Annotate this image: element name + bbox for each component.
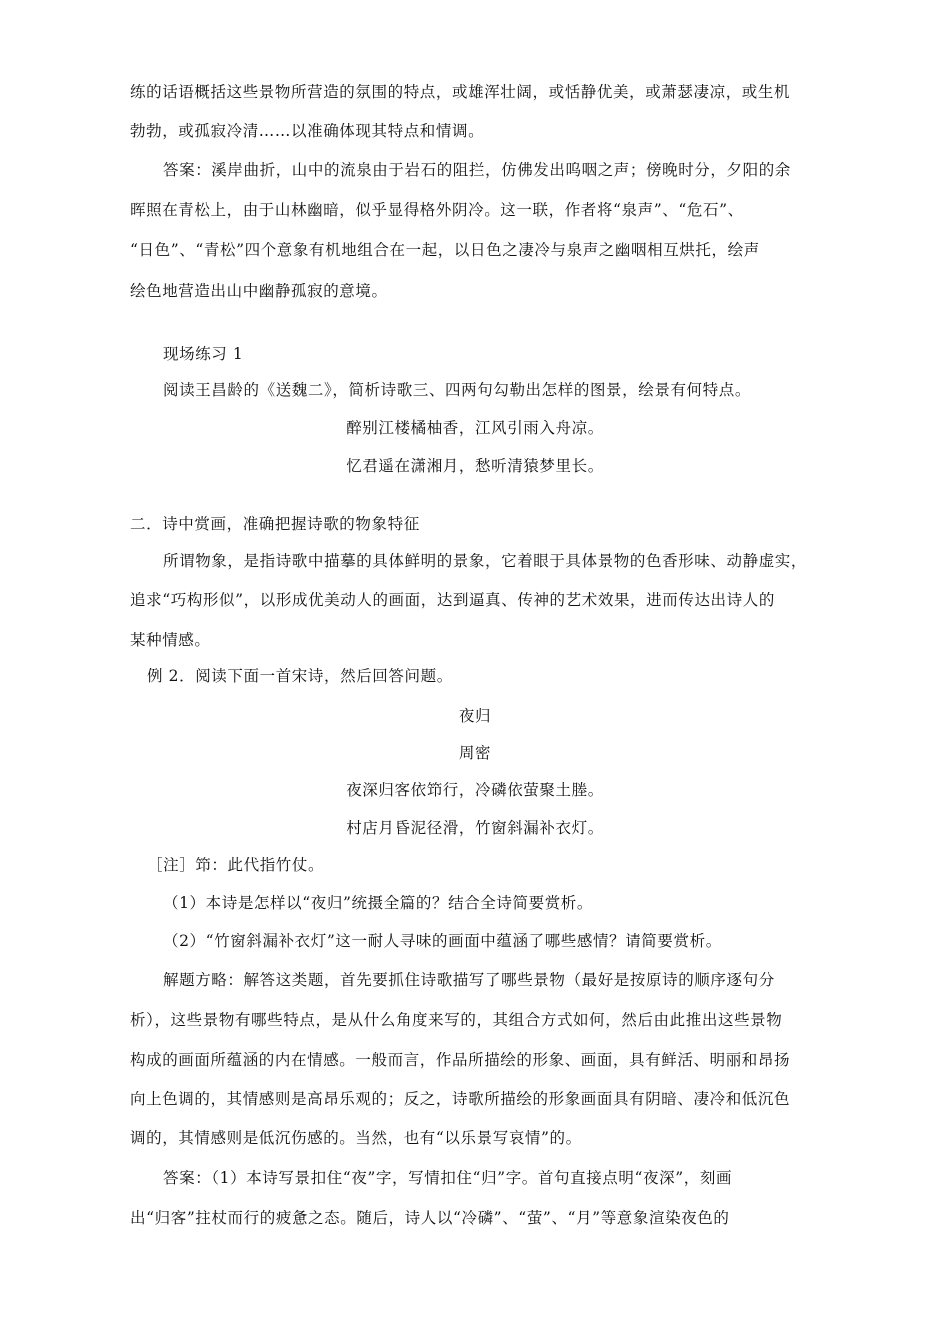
text-line: 晖照在青松上，由于山林幽暗，似乎显得格外阴冷。这一联，作者将“泉声”、“危石”、 [130,201,744,219]
poem-line: 醉别江楼橘柚香，江风引雨入舟凉。 [346,419,604,437]
text-line: “日色”、“青松”四个意象有机地组合在一起，以日色之凄冷与泉声之幽咽相互烘托，绘声 [130,241,760,259]
text-line: 调的，其情感则是低沉伤感的。当然，也有“以乐景写哀情”的。 [130,1129,582,1147]
answer-line: 答案：（1）本诗写景扣住“夜”字，写情扣住“归”字。首句直接点明“夜深”，刻画 [163,1169,733,1187]
strategy-line: 解题方略：解答这类题，首先要抓住诗歌描写了哪些景物（最好是按原诗的顺序逐句分 [163,971,775,989]
poem-author: 周密 [458,744,492,762]
poem-line: 夜深归客依笻行，冷磷依萤聚土塍。 [346,781,604,799]
text-line: 练的话语概括这些景物所营造的氛围的特点，或雄浑壮阔，或恬静优美，或萧瑟凄凉，或生机 [130,83,791,101]
text-line: 向上色调的，其情感则是高昂乐观的；反之，诗歌所描绘的形象画面具有阴暗、凄冷和低沉色 [130,1090,791,1108]
text-line: 某种情感。 [130,631,211,649]
answer-line: 答案：溪岸曲折，山中的流泉由于岩石的阻拦，仿佛发出呜咽之声；傍晚时分，夕阳的余 [163,161,791,179]
poem-title: 夜归 [458,707,492,725]
question-2: （2）“竹窗斜漏补衣灯”这一耐人寻味的画面中蕴涵了哪些感情？请简要赏析。 [163,932,722,950]
text-line: 构成的画面所蕴涵的内在情感。一般而言，作品所描绘的形象、画面，具有鲜活、明丽和昂扬 [130,1051,791,1069]
text-line: 所谓物象，是指诗歌中描摹的具体鲜明的景象，它着眼于具体景物的色香形味、动静虚实， [163,552,808,570]
poem-note: ［注］笻：此代指竹仗。 [147,856,325,874]
poem-line: 村店月昏泥径滑，竹窗斜漏补衣灯。 [346,819,604,837]
question-1: （1）本诗是怎样以“夜归”统摄全篇的？结合全诗简要赏析。 [163,894,594,912]
exercise-prompt: 阅读王昌龄的《送魏二》，简析诗歌三、四两句勾勒出怎样的图景，绘景有何特点。 [163,381,751,399]
text-line: 追求“巧构形似”，以形成优美动人的画面，达到逼真、传神的艺术效果，进而传达出诗人的 [130,591,775,609]
poem-line: 忆君遥在潇湘月，愁听清猿梦里长。 [346,457,604,475]
text-line: 析），这些景物有哪些特点，是从什么角度来写的，其组合方式如何，然后由此推出这些景物 [130,1011,783,1029]
section-heading: 二．诗中赏画，准确把握诗歌的物象特征 [130,515,420,533]
example-heading: 例 2．阅读下面一首宋诗，然后回答问题。 [147,667,453,685]
text-line: 勃勃，或孤寂冷清……以准确体现其特点和情调。 [130,122,485,140]
exercise-heading: 现场练习 1 [163,345,244,363]
text-line: 绘色地营造出山中幽静孤寂的意境。 [130,282,388,300]
text-line: 出“归客”拄杖而行的疲惫之态。随后，诗人以“冷磷”、“萤”、“月”等意象渲染夜色的 [130,1209,730,1227]
